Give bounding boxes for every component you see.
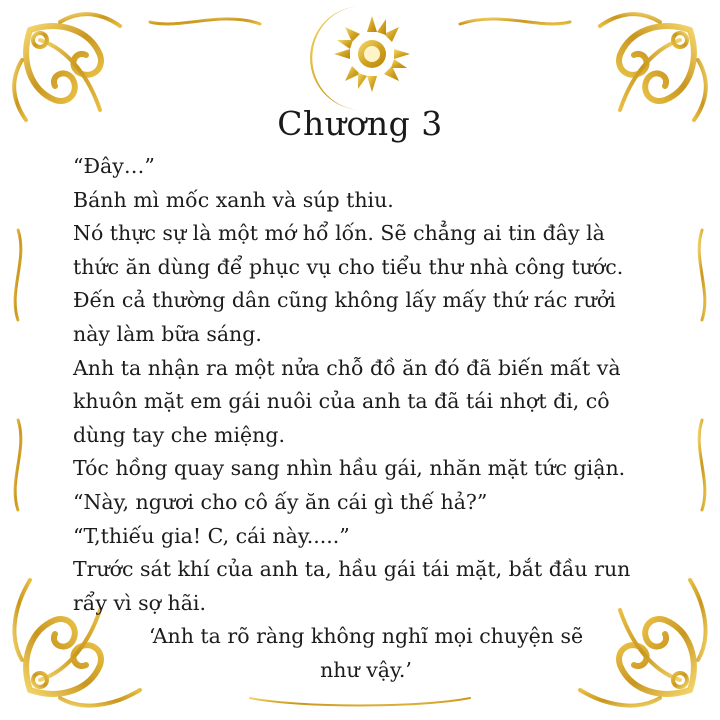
text-line: “Này, ngươi cho cô ấy ăn cái gì thế hả?”	[73, 489, 488, 514]
text-line: Bánh mì mốc xanh và súp thiu.	[73, 187, 394, 212]
text-line: Đến cả thường dân cũng không lấy mấy thứ rác rưởi	[73, 288, 616, 313]
text-line: Tóc hồng quay sang nhìn hầu gái, nhăn mặt tức giận.	[73, 456, 626, 481]
text-line: dùng tay che miệng.	[73, 422, 286, 447]
text-line: “T,thiếu gia! C, cái này.....”	[73, 523, 350, 548]
text-line: này làm bữa sáng.	[73, 321, 262, 346]
text-line: rẩy vì sợ hãi.	[73, 590, 206, 615]
thought-line: như vậy.’	[320, 657, 412, 682]
chapter-title: Chương 3	[277, 104, 443, 143]
text-line: khuôn mặt em gái nuôi của anh ta đã tái nhợt đi, cô	[73, 389, 610, 414]
thought-line: ‘Anh ta rõ ràng không nghĩ mọi chuyện sẽ	[148, 624, 584, 649]
text-line: “Đây…”	[73, 154, 155, 178]
sun-moon-emblem-icon	[300, 2, 420, 112]
text-line: Anh ta nhận ra một nửa chỗ đồ ăn đó đã biến mất và	[73, 355, 621, 380]
chapter-body	[73, 150, 693, 688]
text-line: Trước sát khí của anh ta, hầu gái tái mặt, bắt đầu run	[73, 557, 631, 582]
text-line: thức ăn dùng để phục vụ cho tiểu thư nhà công tước.	[73, 254, 624, 279]
text-line: Nó thực sự là một mớ hổ lốn. Sẽ chẳng ai tin đây là	[73, 221, 605, 246]
